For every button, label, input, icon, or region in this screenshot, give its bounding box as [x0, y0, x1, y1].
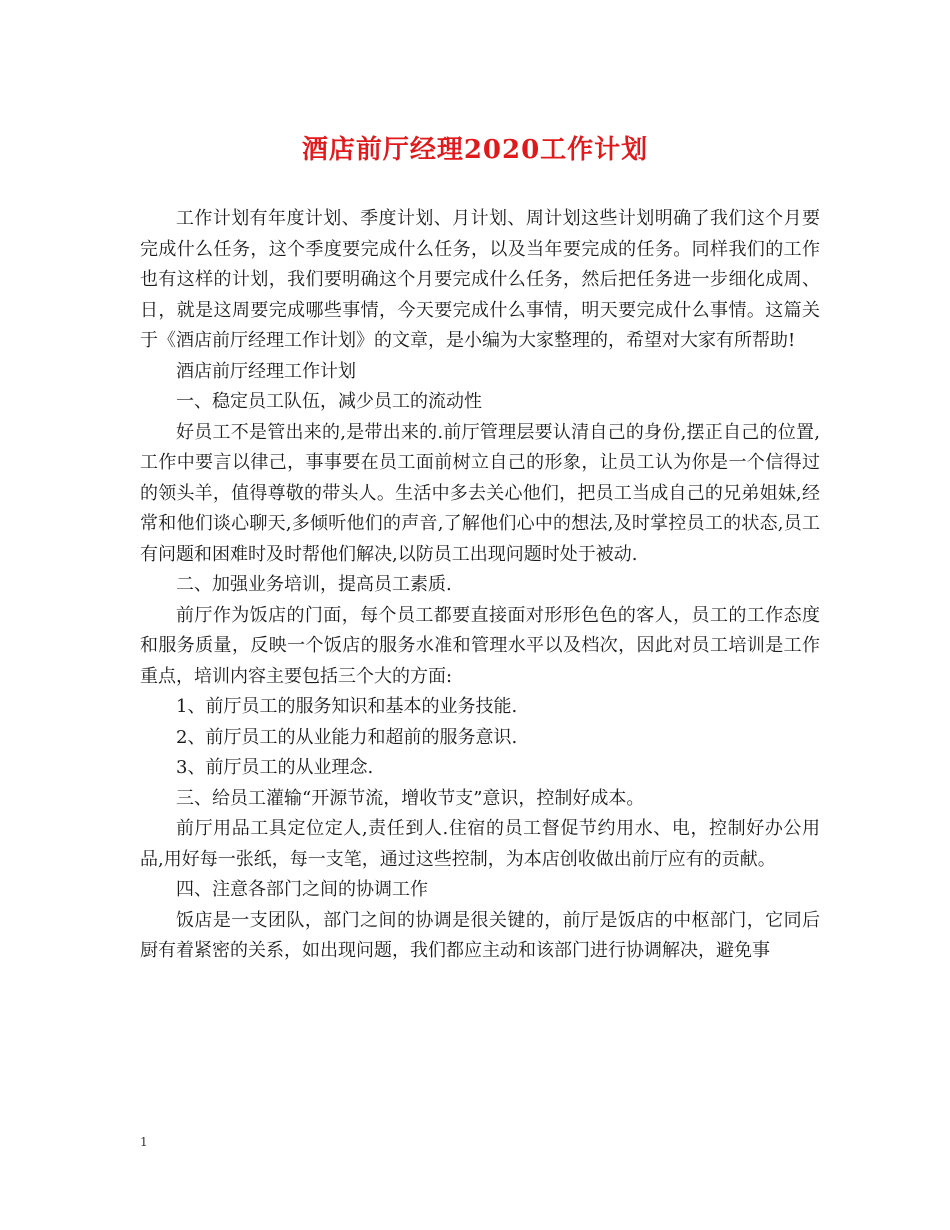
paragraph-section-4: 饭店是一支团队，部门之间的协调是很关键的，前厅是饭店的中枢部门，它同后厨有着紧密的关系，如出现问题，我们都应主动和该部门进行协调解决，避免事	[140, 909, 820, 961]
heading-section-4: 四、注意各部门之间的协调工作	[176, 879, 428, 900]
list-item-2: 2、前厅员工的从业能力和超前的服务意识.	[176, 726, 518, 748]
paragraph-intro: 工作计划有年度计划、季度计划、月计划、周计划这些计划明确了我们这个月要完成什么任务，这个季度要完成什么任务，以及当年要完成的任务。同样我们的工作也有这样的计划，我们要明确这个月要完成什么任务，然后把任务进一步细化成周、日，就是这周要完成哪些事情，今天要完成什么事情，明天要完成什么事情。这篇关于《酒店前厅经理工作计划》的文章，是小编为大家整理的，希望对大家有所帮助!	[140, 208, 820, 351]
paragraph-section-2: 前厅作为饭店的门面，每个员工都要直接面对形形色色的客人，员工的工作态度和服务质量，反映一个饭店的服务水准和管理水平以及档次，因此对员工培训是工作重点，培训内容主要包括三个大的方面:	[140, 604, 820, 687]
paragraph-subtitle: 酒店前厅经理工作计划	[176, 360, 356, 382]
paragraph-section-3: 前厅用品工具定位定人,责任到人.住宿的员工督促节约用水、电，控制好办公用品,用好每一张纸，每一支笔，通过这些控制，为本店创收做出前厅应有的贡献。	[140, 818, 820, 870]
document-title: 酒店前厅经理2020工作计划	[301, 135, 649, 165]
page-number: 1	[140, 1135, 148, 1149]
heading-section-2: 二、加强业务培训，提高员工素质.	[176, 574, 452, 595]
heading-section-3: 三、给员工灌输“开源节流，增收节支”意识，控制好成本。	[176, 787, 645, 809]
list-item-1: 1、前厅员工的服务知识和基本的业务技能.	[176, 696, 518, 717]
list-item-3: 3、前厅员工的从业理念.	[176, 757, 374, 778]
heading-section-1: 一、稳定员工队伍，减少员工的流动性	[176, 391, 482, 412]
document-body	[140, 204, 820, 967]
paragraph-section-1: 好员工不是管出来的,是带出来的.前厅管理层要认清自己的身份,摆正自己的位置,工作中要言以律己，事事要在员工面前树立自己的形象，让员工认为你是一个信得过的领头羊，值得尊敬的带头人。生活中多去关心他们，把员工当成自己的兄弟姐妹,经常和他们谈心聊天,多倾听他们的声音,了解他们心中的想法,及时掌控员工的状态,员工有问题和困难时及时帮他们解决,以防员工出现问题时处于被动.	[140, 421, 820, 565]
